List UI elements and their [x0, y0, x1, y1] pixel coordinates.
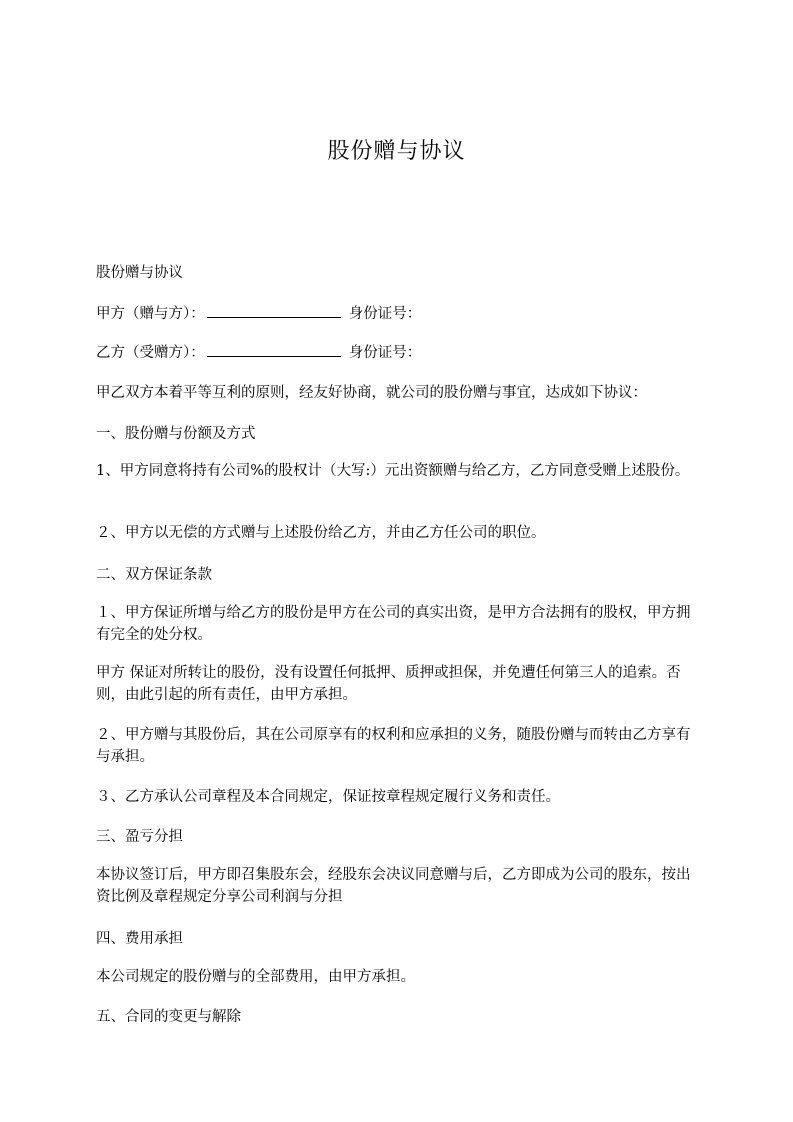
party-b-line	[96, 342, 700, 364]
section3-title: 三、盈亏分担	[96, 829, 183, 845]
section1-item2: ２、甲方以无偿的方式赠与上述股份给乙方，并由乙方任公司的职位。	[96, 525, 546, 541]
document-title: 股份赠与协议	[327, 139, 466, 164]
section5-title: 五、合同的变更与解除	[96, 1009, 241, 1025]
section2-item3: ３、乙方承认公司章程及本合同规定，保证按章程规定履行义务和责任。	[96, 789, 560, 805]
party-a-id-label: 身份证号：	[348, 306, 422, 322]
section4-title: 四、费用承担	[96, 931, 183, 947]
party-b-label: 乙方（受赠方）：	[96, 345, 205, 361]
section1-item1: 1、甲方同意将持有公司%的股权计（大写:）元出资额赠与给乙方，乙方同意受赠上述股份。	[96, 463, 690, 479]
party-a-name-field[interactable]	[207, 303, 341, 318]
section4-text: 本公司规定的股份赠与的全部费用，由甲方承担。	[96, 969, 415, 985]
section2-item1b: 甲方 保证对所转让的股份，没有设置任何抵押、质押或担保，并免遭任何第三人的追索。否则，由此引起的所有责任，由甲方承担。	[96, 665, 681, 703]
party-b-id-label: 身份证号：	[348, 345, 422, 361]
intro-paragraph: 甲乙双方本着平等互利的原则，经友好协商，就公司的股份赠与事宜，达成如下协议：	[96, 385, 647, 401]
section2-item2: ２、甲方赠与其股份后，其在公司原享有的权利和应承担的义务，随股份赠与而转由乙方享有与承担。	[96, 727, 691, 765]
section3-text: 本协议签订后，甲方即召集股东会，经股东会决议同意赠与后，乙方即成为公司的股东，按出资比例及章程规定分享公司利润与分担	[96, 867, 691, 905]
party-a-line	[96, 303, 700, 325]
document-heading: 股份赠与协议	[96, 265, 183, 281]
party-a-label: 甲方（赠与方）：	[96, 306, 205, 322]
section2-item1: １、甲方保证所增与给乙方的股份是甲方在公司的真实出资，是甲方合法拥有的股权，甲方拥有完全的处分权。	[96, 605, 691, 643]
party-b-name-field[interactable]	[207, 342, 341, 357]
section1-title: 一、股份赠与份额及方式	[96, 426, 256, 442]
section2-title: 二、双方保证条款	[96, 567, 212, 583]
